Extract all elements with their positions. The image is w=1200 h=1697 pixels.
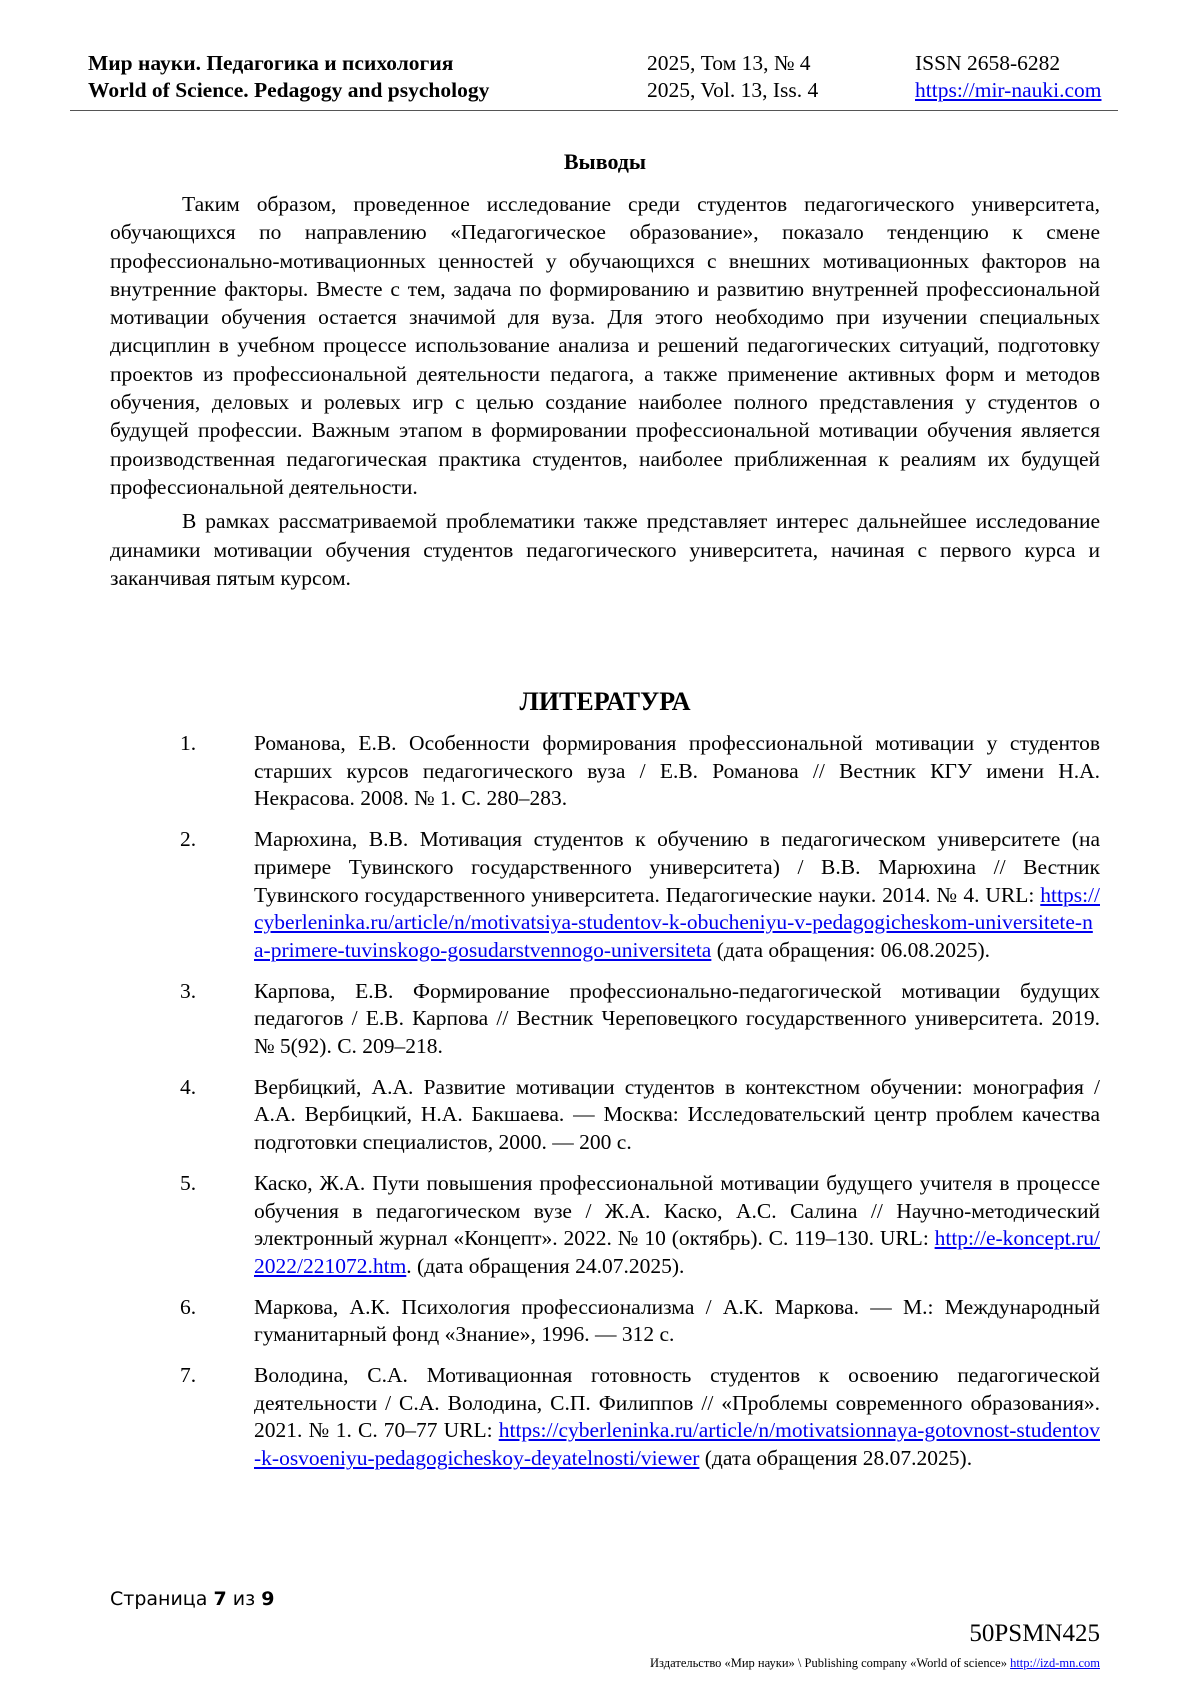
- journal-title: [88, 50, 489, 104]
- page-current: 7: [213, 1588, 227, 1610]
- journal-title-en: World of Science. Pedagogy and psychology: [88, 78, 490, 102]
- reference-text: Карпова, Е.В. Формирование профессионально-педагогической мотивации будущих педагогов / Е.В. Карпова // Вестник Череповецкого государственного университета. 2019. № 5(92). С. 209–218.: [254, 978, 1100, 1059]
- reference-number: 3.: [180, 978, 197, 1003]
- reference-item: [110, 730, 1100, 813]
- conclusions-body: [110, 190, 1100, 598]
- issue-info: [647, 50, 818, 104]
- publisher-name: Издательство «Мир науки» \ Publishing company «World of science»: [650, 1656, 1007, 1670]
- conclusions-paragraph: Таким образом, проведенное исследование среди студентов педагогического университета, обучающихся по направлению «Педагогическое образование», показало тенденцию к смене профессионально-мотивационных ценностей у обучающихся с внешних мотивационных факторов на внутренние факторы. Вместе с тем, задача по формированию и развитию внутренней профессиональной мотивации обучения остается значимой для вуза. Для этого необходимо при изучении специальных дисциплин в учебном процессе использование анализа и решений педагогических ситуаций, подготовку проектов из профессиональной деятельности педагога, а также применение активных форм и методов обучения, деловых и ролевых игр с целью создание наиболее полного представления у студентов о будущей профессии. Важным этапом в формировании профессиональной мотивации обучения является производственная педагогическая практика студентов, наиболее приближенная к реалиям их будущей профессиональной деятельности.: [110, 192, 1100, 499]
- conclusions-heading: Выводы: [563, 149, 647, 174]
- publisher-line: [650, 1656, 1100, 1671]
- references-heading: ЛИТЕРАТУРА: [519, 687, 691, 716]
- issue-info-en: 2025, Vol. 13, Iss. 4: [647, 78, 819, 102]
- reference-item: [110, 1170, 1100, 1281]
- page-of: из: [232, 1588, 256, 1610]
- reference-number: 4.: [180, 1074, 197, 1099]
- reference-item: [110, 1294, 1100, 1349]
- publisher-link[interactable]: http://izd-mn.com: [1010, 1656, 1100, 1670]
- article-code: 50PSMN425: [969, 1620, 1100, 1647]
- reference-item: [110, 1362, 1100, 1473]
- reference-access-date: . (дата обращения 24.07.2025).: [406, 1253, 685, 1278]
- reference-item: [110, 978, 1100, 1061]
- reference-text: Вербицкий, А.А. Развитие мотивации студентов в контекстном обучении: монография / А.А. Вербицкий, Н.А. Бакшаева. — Москва: Исследовательский центр проблем качества подготовки специалистов, 2000. — 200 с.: [254, 1074, 1100, 1155]
- reference-item: [110, 826, 1100, 965]
- reference-link[interactable]: http://e-koncept.ru/2022/221072.htm: [254, 1226, 1100, 1278]
- reference-number: 6.: [180, 1294, 197, 1319]
- reference-number: 1.: [180, 731, 197, 755]
- reference-text: Каско, Ж.А. Пути повышения профессиональной мотивации будущего учителя в процессе обучения в педагогическом вузе / Ж.А. Каско, А.С. Салина // Научно-методический электронный журнал «Концепт». 2022. № 10 (октябрь). С. 119–130. URL:: [254, 1170, 1100, 1251]
- reference-number: 5.: [180, 1170, 197, 1195]
- reference-link[interactable]: https://cyberleninka.ru/article/n/motivatsiya-studentov-k-obucheniyu-v-pedagogicheskom-universitete-na-primere-tuvinskogo-gosudarstvennogo-universiteta: [254, 882, 1100, 962]
- issn: ISSN 2658-6282: [915, 51, 1061, 75]
- reference-access-date: (дата обращения 28.07.2025).: [699, 1446, 973, 1471]
- page-total: 9: [261, 1588, 275, 1610]
- page-number: [110, 1588, 274, 1610]
- reference-text: Марюхина, В.В. Мотивация студентов к обучению в педагогическом университете (на примере Тувинского государственного университета) / В.В. Марюхина // Вестник Тувинского государственного университета. Педагогические науки. 2014. № 4. URL:: [254, 827, 1100, 907]
- reference-access-date: (дата обращения: 06.08.2025).: [711, 937, 991, 962]
- reference-number: 2.: [180, 827, 197, 852]
- header-divider: [70, 110, 1118, 111]
- reference-item: [110, 1074, 1100, 1157]
- journal-title-ru: Мир науки. Педагогика и психология: [88, 51, 454, 75]
- site-link[interactable]: https://mir-nauki.com: [915, 78, 1102, 102]
- reference-text: Маркова, А.К. Психология профессионализма / А.К. Маркова. — М.: Международный гуманитарный фонд «Знание», 1996. — 312 с.: [254, 1294, 1100, 1347]
- issue-info-ru: 2025, Том 13, № 4: [647, 51, 811, 75]
- reference-text: Романова, Е.В. Особенности формирования профессиональной мотивации у студентов старших курсов педагогического вуза / Е.В. Романова // Вестник КГУ имени Н.А. Некрасова. 2008. № 1. С. 280–283.: [254, 731, 1100, 811]
- page-label: Страница: [110, 1588, 208, 1610]
- reference-number: 7.: [180, 1363, 197, 1388]
- reference-text: Володина, С.А. Мотивационная готовность студентов к освоению педагогической деятельности / С.А. Володина, С.П. Филиппов // «Проблемы современного образования». 2021. № 1. С. 70–77 URL:: [254, 1363, 1100, 1443]
- reference-link[interactable]: https://cyberleninka.ru/article/n/motivatsionnaya-gotovnost-studentov-k-osvoeniyu-pedagogicheskoy-deyatelnosti/viewer: [254, 1418, 1100, 1471]
- issn-block: [915, 50, 1101, 104]
- conclusions-paragraph: В рамках рассматриваемой проблематики также представляет интерес дальнейшее исследование динамики мотивации обучения студентов педагогического университета, начиная с первого курса и заканчивая пятым курсом.: [110, 509, 1100, 590]
- references-list: [110, 730, 1100, 1486]
